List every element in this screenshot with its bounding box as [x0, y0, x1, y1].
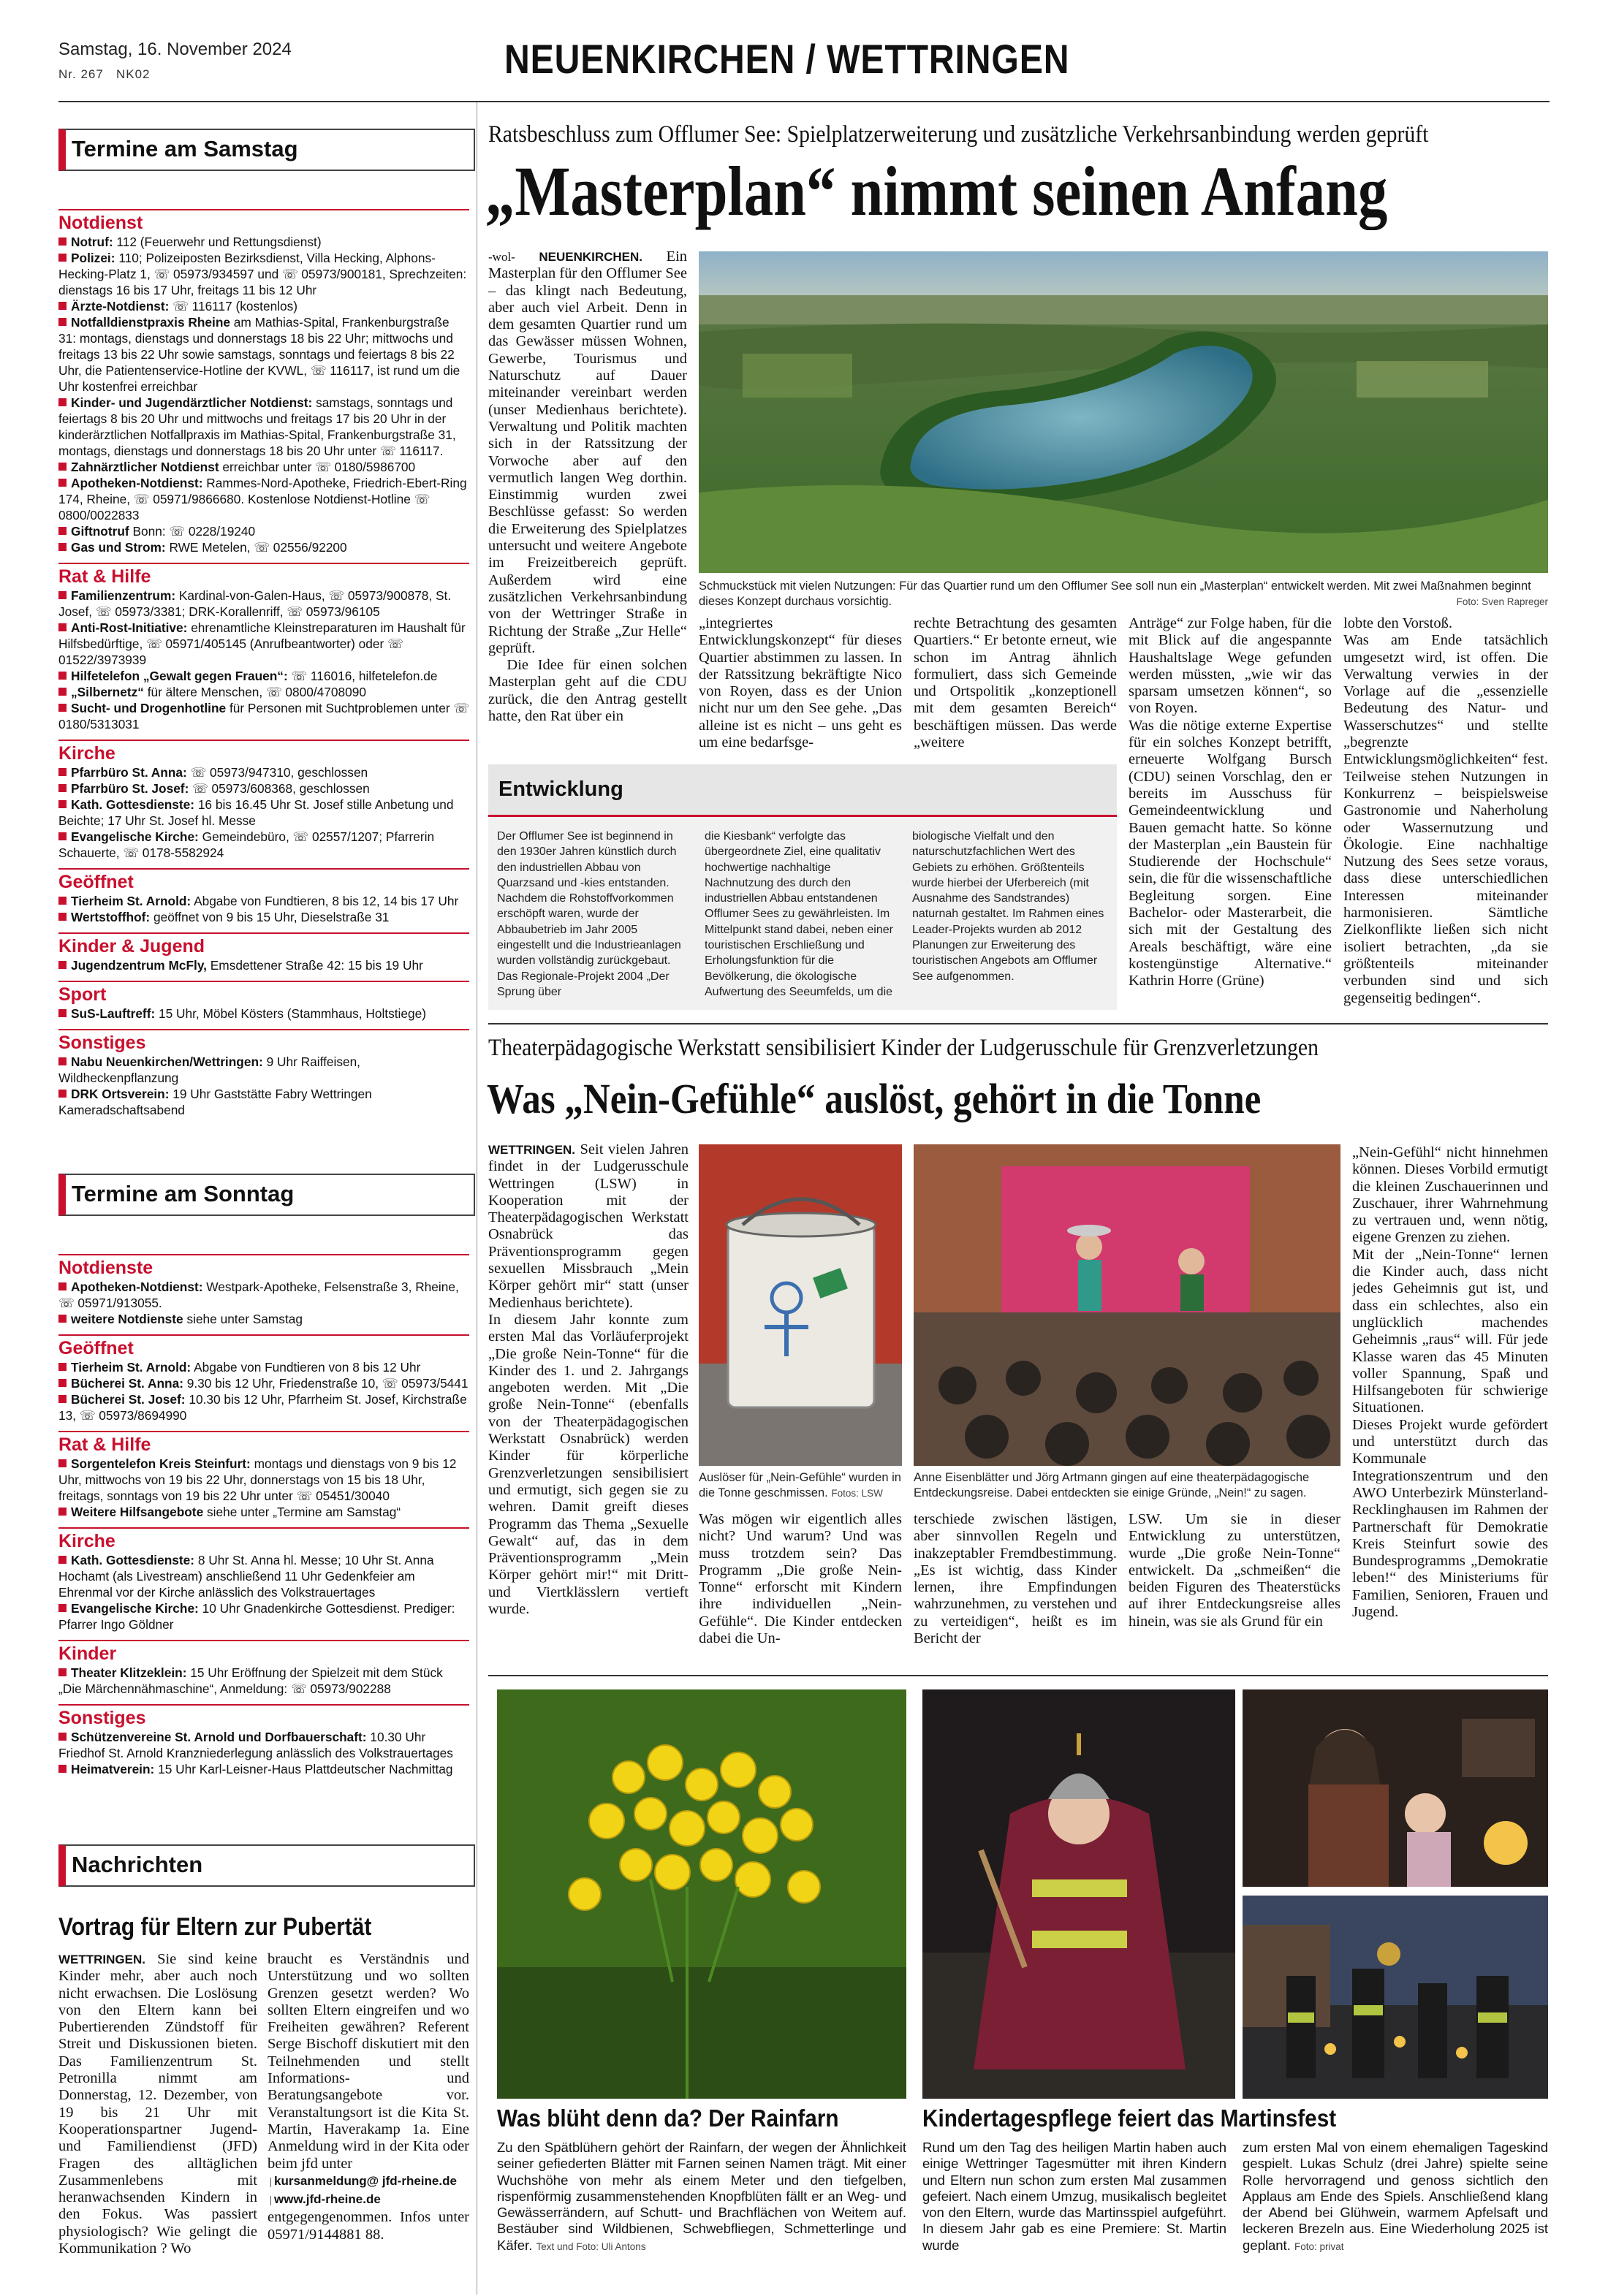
listing-text: Rammes-Nord-Apotheke, Friedrich-Ebert-Ring 174, Rheine, ☏ 05971/9866680. Kostenlose Notdienst-Hotline ☏ 0800/0022833	[58, 476, 467, 522]
listing-label: Nabu Neuenkirchen/Wettringen:	[71, 1054, 263, 1069]
square-bullet-icon	[58, 302, 67, 310]
feature2-column-2: zum ersten Mal von einem ehemaligen Tageskind gespielt. Lukas Schulz (drei Jahre) spielte seine Rolle hervorragend und genoss sichtlich den Applaus am Ende des Spiels. Anschließend klang der Abend bei Glühwein, warmem Apfelsaft und leckeren Brezeln aus. Eine Wiederholung 2025 ist geplant. Foto: privat	[1243, 2140, 1548, 2253]
listing-label: Sucht- und Drogenhotline	[71, 701, 227, 715]
listing-text: 19 Uhr Gaststätte Fabry Wettringen Kameradschaftsabend	[58, 1087, 372, 1117]
listing-text: 9.30 bis 12 Uhr, Friedenstraße 10, ☏ 05973/5441	[186, 1376, 469, 1391]
listing-text: siehe unter „Termine am Samstag“	[207, 1505, 401, 1519]
sunday-header: Termine am Sonntag	[58, 1174, 475, 1216]
listing-label: Notfalldienstpraxis Rheine	[71, 315, 230, 330]
listing-label: Kath. Gottesdienste:	[71, 797, 194, 812]
news-headline: Vortrag für Eltern zur Pubertät	[58, 1913, 372, 1941]
feature1-text: Zu den Spätblühern gehört der Rainfarn, der wegen der Ähnlichkeit seiner gefiederten Blätter mit Farnen seinen Namen trägt. Mit einer Wuchshöhe von mehr als einem Meter und den tiefgelben, rispenförmig zusammenstehenden Knopfblüten fällt er an Weg- und Gewässerrändern, auf Schutt- und Brachflächen von Weitem auf. Bestäuber sind Wildbienen, Schwebfliegen, Schmetterlinge und Käfer. Text und Foto: Uli Antons	[497, 2140, 906, 2253]
saturday-kirche-list	[58, 764, 469, 861]
listing-text: 16 bis 16.45 Uhr St. Josef stille Anbetung und Beichte; 17 Uhr St. Josef hl. Messe	[58, 797, 454, 828]
list-item	[58, 893, 469, 909]
square-bullet-icon	[58, 768, 67, 776]
list-item	[58, 684, 469, 700]
news-header: Nachrichten	[58, 1844, 475, 1887]
saturday-kinder-list	[58, 957, 469, 973]
listing-label: Pfarrbüro St. Anna:	[71, 765, 187, 780]
saturday-notdienst-heading: Notdienst	[58, 209, 469, 234]
square-bullet-icon	[58, 1315, 67, 1323]
square-bullet-icon	[58, 704, 67, 712]
listing-label: Theater Klitzeklein:	[71, 1665, 187, 1680]
square-bullet-icon	[58, 1379, 67, 1387]
listing-label: Bücherei St. Josef:	[71, 1392, 186, 1407]
article1-column-1: -wol- NEUENKIRCHEN. Ein Masterplan für den Offlumer See – das klingt nach Bedeutung, aber auch viel Arbeit. Denn in dem gesamten Quartier rund um das Gewässer müssen Wohnen, Gewerbe, Tourismus und Naturschutz auf Dauer miteinander vereinbart werden (unser Medienhaus berichtete). Verwaltung und Politik machten sich in der Ratssitzung der Vorwoche aber auf den vermutlich langen Weg dorthin. Einstimmig wurden zwei Beschlüsse gefasst: So werden die Erweiterung des Spielplatzes untersucht und weitere Angebote im Freizeitbereich geprüft. Außerdem wird eine zusätzlichen Verkehrsanbindung von der Wettringer Straße in Richtung der Straße „Zur Helle“ geprüft. Die Idee für einen solchen Masterplan geht auf die CDU zurück, die den Antrag gestellt hatte, den Rat über ein	[488, 248, 687, 725]
feature-rule	[488, 1675, 1548, 1676]
listing-label: Kath. Gottesdienste:	[71, 1553, 194, 1567]
listing-text: Kardinal-von-Galen-Haus, ☏ 05973/900878, St. Josef, ☏ 05973/3381; DRK-Korallenriff, ☏ 05973/96105	[58, 588, 452, 619]
square-bullet-icon	[58, 527, 67, 535]
square-bullet-icon	[58, 688, 67, 696]
listing-text: ehrenamtliche Kleinstreparaturen im Haushalt für Hilfsbedürftige, ☏ 05971/405145 (Anrufbeantworter) oder ☏ 01522/3973939	[58, 620, 466, 667]
saturday-geoeffnet-heading: Geöffnet	[58, 868, 469, 893]
list-item	[58, 1504, 469, 1520]
list-item	[58, 1279, 469, 1311]
listing-text: 9 Uhr Raiffeisen, Wildheckenpflanzung	[58, 1054, 360, 1085]
listing-label: SuS-Lauftreff:	[71, 1006, 156, 1021]
list-item	[58, 588, 469, 620]
saturday-header: Termine am Samstag	[58, 129, 475, 171]
saturday-hilfe-list	[58, 588, 469, 732]
issue-number: Nr. 267 NK02	[58, 67, 151, 81]
listing-text: Bonn: ☏ 0228/19240	[132, 524, 256, 539]
saturday-sport-heading: Sport	[58, 981, 469, 1006]
nein-tonne-bin-photo	[699, 1144, 902, 1466]
listing-label: Heimatverein:	[71, 1762, 155, 1776]
square-bullet-icon	[58, 398, 67, 406]
listing-label: Zahnärztlicher Notdienst	[71, 460, 219, 474]
listing-text: Gemeindebüro, ☏ 02557/1207; Pfarrerin Schauerte, ☏ 0178-5582924	[58, 829, 435, 860]
list-item	[58, 1391, 469, 1423]
saturday-hilfe-heading: Rat & Hilfe	[58, 563, 469, 588]
sunday-sonstiges-heading: Sonstiges	[58, 1704, 469, 1729]
square-bullet-icon	[58, 1363, 67, 1371]
square-bullet-icon	[58, 237, 67, 246]
listing-text: 15 Uhr Eröffnung der Spielzeit mit dem Stück „Die Märchennähmaschine“, Anmeldung: ☏ 05973/902288	[58, 1665, 443, 1696]
listing-label: Giftnotruf	[71, 524, 129, 539]
article2-rule	[488, 1023, 1548, 1025]
saturday-sport-list	[58, 1006, 469, 1022]
article1-kicker: Ratsbeschluss zum Offlumer See: Spielplatzerweiterung und zusätzliche Verkehrsanbindung werden geprüft	[488, 121, 1429, 148]
square-bullet-icon	[58, 591, 67, 599]
lantern-parade-photo	[1243, 1896, 1548, 2099]
square-bullet-icon	[58, 672, 67, 680]
lake-aerial-photo	[699, 251, 1548, 573]
square-bullet-icon	[58, 254, 67, 262]
news-web-link[interactable]: www.jfd-rheine.de	[274, 2192, 381, 2207]
article1-column-2: „integriertes Entwicklungskonzept“ für dieses Quartier abstimmen zu lassen. In der Ratssitzung bekräftigte Nico von Royen, dass es der Union nicht nur um den See gehe. „Das alleine ist es nicht – uns geht es um eine bedarfsge-	[699, 615, 902, 751]
st-martin-child-photo	[922, 1689, 1235, 2099]
listing-text: 15 Uhr, Möbel Kösters (Stammhaus, Holtstiege)	[159, 1006, 426, 1021]
section-title: NEUENKIRCHEN / WETTRINGEN	[504, 36, 1070, 82]
listing-label: Hilfetelefon „Gewalt gegen Frauen“:	[71, 669, 288, 683]
list-item	[58, 1665, 469, 1697]
list-item	[58, 909, 469, 925]
square-bullet-icon	[58, 1009, 67, 1017]
saturday-kinder-heading: Kinder & Jugend	[58, 932, 469, 957]
square-bullet-icon	[58, 1668, 67, 1676]
list-item	[58, 459, 469, 475]
feature1-title: Was blüht denn da? Der Rainfarn	[497, 2105, 839, 2132]
list-item	[58, 780, 469, 797]
square-bullet-icon	[58, 1282, 67, 1290]
square-bullet-icon	[58, 784, 67, 792]
listing-label: Evangelische Kirche:	[71, 1601, 199, 1616]
listing-text: 10.30 Uhr Friedhof St. Arnold Kranzniederlegung anlässlich des Volkstrauertages	[58, 1730, 453, 1760]
listing-text: siehe unter Samstag	[186, 1312, 303, 1326]
square-bullet-icon	[58, 1765, 67, 1773]
listing-text: Emsdettener Straße 42: 15 bis 19 Uhr	[210, 958, 423, 973]
article1-column-5: lobte den Vorstoß. Was am Ende tatsächlich umgesetzt wird, ist offen. Die Verwaltung verwies in der Vorlage auf die „essenzielle Bedeutung des Natur- und Wasserschutzes“ und stellte „begrenzte Entwicklungsmöglichkeiten“ fest. Teilweise stehen Nutzungen in Konkurrenz – beispielsweise Gastronomie und Naherholung oder Wassernutzung und Ökologie. Eine nachhaltige Nutzung des Sees setze voraus, dass diese unterschiedlichen Interessen miteinander harmonisieren. Sämtliche Zielkonflikte ließen sich nicht isoliert betrachten, „da sie größtenteils miteinander verbunden sind und sich gegenseitig bedingen“.	[1343, 615, 1548, 1006]
news-email-link[interactable]: kursanmeldung@ jfd-rheine.de	[274, 2173, 457, 2188]
list-item	[58, 1600, 469, 1632]
listing-label: weitere Notdienste	[71, 1312, 183, 1326]
square-bullet-icon	[58, 897, 67, 905]
square-bullet-icon	[58, 1459, 67, 1467]
square-bullet-icon	[58, 1508, 67, 1516]
listing-text: 10 Uhr Gnadenkirche Gottesdienst. Prediger: Pfarrer Ingo Göldner	[58, 1601, 455, 1632]
listing-label: Bücherei St. Anna:	[71, 1376, 183, 1391]
listing-label: Gas und Strom:	[71, 540, 166, 555]
saturday-kirche-heading: Kirche	[58, 740, 469, 764]
sunday-kinder-heading: Kinder	[58, 1640, 469, 1665]
sunday-geoeffnet-heading: Geöffnet	[58, 1334, 469, 1359]
list-item	[58, 1359, 469, 1375]
article2-column-4: LSW. Um sie in dieser Entwicklung zu unterstützen, wurde „Die große Nein-Tonne“ entwickelt. Da „schmeißen“ die beiden Figuren des Theaterstücks auf ihrer Entdeckungsreise alles hinein, was sie als Grund für ein	[1129, 1511, 1340, 1630]
article2-caption-1: Auslöser für „Nein-Gefühle“ wurden in die Tonne geschmissen. Fotos: LSW	[699, 1471, 901, 1499]
listing-text: ☏ 116016, hilfetelefon.de	[291, 669, 438, 683]
article2-column-5: „Nein-Gefühl“ nicht hinnehmen können. Dieses Vorbild ermutigt die kleinen Zuschauerinnen und Zuschauer, ihrer Wahrnehmung zu vertrauen und, wenn nötig, eigene Grenzen zu ziehen. Mit der „Nein-Tonne“ lernen die Kinder auch, dass nicht jedes Geheimnis gut ist, und dass ein schlechtes, also ein unglücklich machendes Geheimnis „raus“ will. Für jede Klasse waren das 45 Minuten voller Spannung, Spaß und Hilfsangeboten für schwierige Situationen. Dieses Projekt wurde gefördert und unterstützt durch das Kommunale Integrationszentrum und den AWO Unterbezirk Münsterland-Recklinghausen im Rahmen der Partnerschaft für Demokratie Kreis Steinfurt sowie des Bundesprogramms „Demokratie leben!“ des Ministeriums für Familien, Senioren, Frauen und Jugend.	[1352, 1144, 1548, 1621]
sunday-sonstiges-list	[58, 1729, 469, 1777]
listing-text: für Personen mit Suchtproblemen unter ☏ 0180/5313031	[58, 701, 470, 731]
list-item	[58, 1006, 469, 1022]
feature2-title: Kindertagespflege feiert das Martinsfest	[922, 2105, 1337, 2132]
list-item	[58, 620, 469, 668]
square-bullet-icon	[58, 1057, 67, 1065]
listing-label: Wertstoffhof:	[71, 910, 151, 924]
saturday-notdienst-list	[58, 234, 469, 555]
listing-text: ☏ 05973/947310, geschlossen	[190, 765, 368, 780]
sunday-listings	[58, 1247, 469, 1777]
news-column-2: braucht es Verständnis und Unterstützung und wo sollten Grenzen gesetzt werden? Wo sollten Eltern eingreifen und wo Freiheiten gewähren? Referent Serge Bischoff diskutiert mit den Teilnehmenden und stellt Informations- und Beratungsangebote vor. Veranstaltungsort ist die Kita St. Martin, Haverakamp 1a. Eine Anmeldung wird in der Kita oder beim jfd unter | kursanmeldung@ jfd-rheine.de | www.jfd-rheine.de entgegengenommen. Infos unter 05971/9144881 88.	[268, 1951, 469, 2243]
list-item	[58, 1552, 469, 1600]
listing-label: Kinder- und Jugendärztlicher Notdienst:	[71, 395, 313, 410]
listing-label: Notruf:	[71, 235, 113, 249]
list-item	[58, 1729, 469, 1761]
square-bullet-icon	[58, 1604, 67, 1612]
listing-label: Pfarrbüro St. Josef:	[71, 781, 189, 796]
listing-text: montags und dienstags von 9 bis 12 Uhr, mittwochs von 19 bis 22 Uhr, donnerstags von 15 bis 18 Uhr, freitags, sonntags von 19 bis 22 Uhr unter ☏ 05451/30040	[58, 1456, 457, 1503]
listing-label: Apotheken-Notdienst:	[71, 1280, 203, 1294]
square-bullet-icon	[58, 800, 67, 808]
listing-text: ☏ 05973/608368, geschlossen	[192, 781, 370, 796]
square-bullet-icon	[58, 1090, 67, 1098]
masthead-rule	[58, 101, 1550, 102]
listing-label: Evangelische Kirche:	[71, 829, 199, 844]
listing-text: für ältere Menschen, ☏ 0800/4708090	[147, 685, 366, 699]
news-column-1: WETTRINGEN. Sie sind keine Kinder mehr, aber auch noch nicht erwachsen. Die Loslösung von den Eltern kann bei Pubertierenden Zündstoff für Streit und Diskussionen bieten. Das Familienzentrum St. Petronilla nimmt am Donnerstag, 12. Dezember, von 19 bis 21 Uhr mit Kooperationspartner Jugend- und Familiendienst (JFD) Fragen des alltäglichen Zusammenlebens mit heranwachsenden Kindern in den Fokus. Was passiert physiologisch? Wie gelingt die Kommunikation ? Wo	[58, 1951, 257, 2257]
listing-text: 10.30 bis 12 Uhr, Pfarrheim St. Josef, Kirchstraße 13, ☏ 05973/8694990	[58, 1392, 467, 1423]
listing-text: 112 (Feuerwehr und Rettungsdienst)	[116, 235, 322, 249]
square-bullet-icon	[58, 1556, 67, 1564]
article2-column-3: terschiede zwischen lästigen, aber sinnvollen Regeln und inakzeptabler Fremdbestimmung. „Es ist wichtig, dass Kinder lernen, ihre Empfindungen wahrzunehmen, zu verstehen und zu verteidigen“, heißt es im Bericht der	[914, 1511, 1117, 1647]
listing-text: samstags, sonntags und feiertags 8 bis 20 Uhr und mittwochs und freitags 17 bis 20 Uhr in der kinderärztlichen Notfallpraxis im Mathias-Spital, Frankenburgstraße 31, montags, dienstags und donnerstags 18 bis 20 Uhr unter ☏ 116117.	[58, 395, 456, 458]
article2-column-2: Was mögen wir eigentlich alles nicht? Und warum? Und was muss trotzdem sein? Das Programm „Die große Nein-Tonne“ erforscht mit Kindern ihre individuellen „Nein-Gefühle“. Die Kinder entdecken dabei die Un-	[699, 1511, 902, 1647]
sunday-kirche-heading: Kirche	[58, 1527, 469, 1552]
listing-label: Schützenvereine St. Arnold und Dorfbauerschaft:	[71, 1730, 367, 1744]
square-bullet-icon	[58, 479, 67, 487]
square-bullet-icon	[58, 318, 67, 326]
listing-label: DRK Ortsverein:	[71, 1087, 170, 1101]
list-item	[58, 1311, 469, 1327]
list-item	[58, 1086, 469, 1118]
list-item	[58, 395, 469, 459]
theater-stage-photo	[914, 1144, 1340, 1466]
saturday-listings	[58, 202, 469, 1118]
listing-text: Abgabe von Fundtieren von 8 bis 12 Uhr	[194, 1360, 421, 1375]
family-lantern-photo	[1243, 1689, 1548, 1887]
listing-label: Anti-Rost-Initiative:	[71, 620, 188, 635]
listing-label: Sorgentelefon Kreis Steinfurt:	[71, 1456, 251, 1471]
sunday-notdienst-list	[58, 1279, 469, 1327]
listing-text: 110; Polizeiposten Bezirksdienst, Villa Hecking, Alphons-Hecking-Platz 1, ☏ 05973/934597 und ☏ 05973/900181, Sprechzeiten: dienstags 16 bis 17 Uhr, freitags 11 bis 12 Uhr	[58, 251, 467, 297]
square-bullet-icon	[58, 623, 67, 631]
sunday-notdienst-heading: Notdienste	[58, 1254, 469, 1279]
list-item	[58, 668, 469, 684]
sunday-kinder-list	[58, 1665, 469, 1697]
sunday-kirche-list	[58, 1552, 469, 1632]
list-item	[58, 764, 469, 780]
list-item	[58, 1054, 469, 1086]
article2-caption-2: Anne Eisenblätter und Jörg Artmann gingen auf eine theaterpädagogische Entdeckungsreise. Dabei entdeckten sie einige Gründe, „Nein!“ zu sagen.	[914, 1471, 1310, 1499]
sunday-hilfe-list	[58, 1456, 469, 1520]
sunday-hilfe-heading: Rat & Hilfe	[58, 1431, 469, 1456]
listing-label: Familienzentrum:	[71, 588, 176, 603]
list-item	[58, 298, 469, 314]
saturday-sonstiges-list	[58, 1054, 469, 1118]
article1-column-4: Anträge“ zur Folge haben, für die mit Blick auf die angespannte Haushaltslage Wege gefunden werden müssten, „wie wir das sparsam umsetzen können“, so von Royen. Was die nötige externe Expertise für ein solches Konzept betrifft, erneuerte Wolfgang Bursch (CDU) seinen Vorschlag, den er bereits im Ausschuss für Gemeindeentwicklung und Bauen gemacht hatte. So könne der Masterplan „ein Baustein für Studierende der Hochschule“ sein, die für die wissenschaftliche Begleitung sorgen. Eine Bachelor- oder Masterarbeit, die sich mit der Gestaltung des Areals beschäftigt, wäre eine kostengünstige Alternative.“ Kathrin Horre (Grüne)	[1129, 615, 1332, 989]
listing-label: Polizei:	[71, 251, 115, 265]
listing-label: Ärzte-Notdienst:	[71, 299, 170, 313]
listing-text: 8 Uhr St. Anna hl. Messe; 10 Uhr St. Anna Hochamt (als Livestream) anschließend 11 Uhr Gedenkfeier am Ehrenmal vor der Kirche anlässlich des Volkstrauertages	[58, 1553, 434, 1600]
listing-label: Tierheim St. Arnold:	[71, 894, 191, 908]
list-item	[58, 314, 469, 395]
listing-text: ☏ 116117 (kostenlos)	[172, 299, 298, 313]
list-item	[58, 829, 469, 861]
square-bullet-icon	[58, 1733, 67, 1741]
list-item	[58, 957, 469, 973]
saturday-sonstiges-heading: Sonstiges	[58, 1029, 469, 1054]
list-item	[58, 250, 469, 298]
list-item	[58, 539, 469, 555]
listing-label: Apotheken-Notdienst:	[71, 476, 203, 490]
list-item	[58, 797, 469, 829]
saturday-geoeffnet-list	[58, 893, 469, 925]
listing-label: Tierheim St. Arnold:	[71, 1360, 191, 1375]
listing-text: Abgabe von Fundtieren, 8 bis 12, 14 bis 17 Uhr	[194, 894, 459, 908]
sunday-geoeffnet-list	[58, 1359, 469, 1423]
square-bullet-icon	[58, 832, 67, 840]
tansy-flower-photo	[497, 1689, 906, 2099]
listing-text: am Mathias-Spital, Frankenburgstraße 31: montags, dienstags und donnerstags 18 bis 22 Uhr; mittwochs und freitags 13 bis 22 Uhr sowie samstags, sonntags und feiertags 8 bis 22 Uhr, die Patientenservice-Hotline der KVWL, ☏ 116117, ist rund um die Uhr kostenfrei erreichbar	[58, 315, 460, 394]
article1-column-3: rechte Betrachtung des gesamten Quartiers.“ Er betonte erneut, wie schon im Antrag ähnlich formuliert, dass sich Gemeinde und Ortspolitik „konzeptionell mit dem gesamten Bereich“ beschäftigen müssen. Das werde „weitere	[914, 615, 1117, 751]
article2-column-1: WETTRINGEN. Seit vielen Jahren findet in der Ludgerusschule Wettringen (LSW) in Kooperation mit der Theaterpädagogischen Werkstatt Osnabrück das Präventionsprogramm gegen sexuellen Missbrauch „Mein Körper gehört mir“ statt (unser Medienhaus berichtete). In diesem Jahr konnte zum ersten Mal das Vorläuferprojekt „Die große Nein-Tonne“ für die Kinder des 1. und 2. Jahrgangs angeboten werden. Mit „Die große Nein-Tonne“ (ebenfalls von der Theaterpädagogischen Werkstatt Osnabrück) werden Kinder für körperliche Grenzverletzungen sensibilisiert und ermutigt, sich gegen sie zu wehren. Damit greift dieses Programm das Thema „Sexuelle Gewalt“ auf, das in dem Präventionsprogramm „Mein Körper gehört mir!“ mit Dritt- und Viertklässlern vertieft wurde.	[488, 1141, 689, 1618]
issue-date: Samstag, 16. November 2024	[58, 39, 292, 59]
list-item	[58, 234, 469, 250]
square-bullet-icon	[58, 463, 67, 471]
listing-text: RWE Metelen, ☏ 02556/92200	[169, 540, 347, 555]
info-box-entwicklung: Entwicklung Der Offlumer See ist beginnend in den 1930er Jahren künstlich durch den industriellen Abbau von Quarzsand und -kies entstanden. Nachdem die Rohstoffvorkommen erschöpft waren, wurde der Abbaubetrieb im Jahr 2005 eingestellt und die Industrieanlagen wurden vollständig zurückgebaut. Das Regionale-Projekt 2004 „Der Sprung über die Kiesbank“ verfolgte das übergeordnete Ziel, eine qualitativ hochwertige nachhaltige Nachnutzung des durch den industriellen Abbau entstandenen Offlumer Sees zu gewährleisten. Im Mittelpunkt stand dabei, neben einer touristischen Erschließung und Erholungsfunktion für die Bevölkerung, die ökologische Aufwertung des Seeumfelds, um die biologische Vielfalt und den naturschutzfachlichen Wert des Gebiets zu erhöhen. Größtenteils wurde hierbei der Uferbereich (mit Ausnahme des Sandstrandes) naturnah gestaltet. Im Rahmen eines Leader-Projekts wurden ab 2012 Planungen zur Erweiterung des touristischen Angebots am Offlumer See aufgenommen.	[488, 764, 1117, 1010]
square-bullet-icon	[58, 1395, 67, 1403]
list-item	[58, 1375, 469, 1391]
listing-text: Westpark-Apotheke, Felsenstraße 3, Rheine, ☏ 05971/913055.	[58, 1280, 459, 1310]
square-bullet-icon	[58, 913, 67, 921]
listing-text: erreichbar unter ☏ 0180/5986700	[222, 460, 416, 474]
list-item	[58, 700, 469, 732]
article2-headline: Was „Nein-Gefühle“ auslöst, gehört in die Tonne	[487, 1075, 1262, 1122]
article1-headline: „Masterplan“ nimmt seinen Anfang	[485, 152, 1388, 230]
listing-text: geöffnet von 9 bis 15 Uhr, Dieselstraße 31	[153, 910, 390, 924]
listing-text: 15 Uhr Karl-Leisner-Haus Plattdeutscher Nachmittag	[158, 1762, 453, 1776]
list-item	[58, 1761, 469, 1777]
list-item	[58, 523, 469, 539]
article1-caption: Schmuckstück mit vielen Nutzungen: Für das Quartier rund um den Offlumer See soll nun ein „Masterplan“ entwickelt werden. Mit zwei Maßnahmen beginnt dieses Konzept durchaus vorsichtig. Foto: Sven Rapreger	[699, 579, 1548, 608]
square-bullet-icon	[58, 543, 67, 551]
article2-kicker: Theaterpädagogische Werkstatt sensibilisiert Kinder der Ludgerusschule für Grenzverletzungen	[488, 1035, 1319, 1061]
listing-label: Weitere Hilfsangebote	[71, 1505, 204, 1519]
square-bullet-icon	[58, 961, 67, 969]
list-item	[58, 475, 469, 523]
listing-label: „Silbernetz“	[71, 685, 144, 699]
feature2-column-1: Rund um den Tag des heiligen Martin haben auch einige Wettringer Tagesmütter mit ihren Kindern und Eltern nun schon zum ersten Mal zusammen gefeiert. Nach einem Umzug, musikalisch begleitet von den Eltern, wurde das Martinsspiel aufgeführt. In diesem Jahr gab es eine Premiere: St. Martin wurde	[922, 2140, 1226, 2253]
list-item	[58, 1456, 469, 1504]
listing-label: Jugendzentrum McFly,	[71, 958, 207, 973]
